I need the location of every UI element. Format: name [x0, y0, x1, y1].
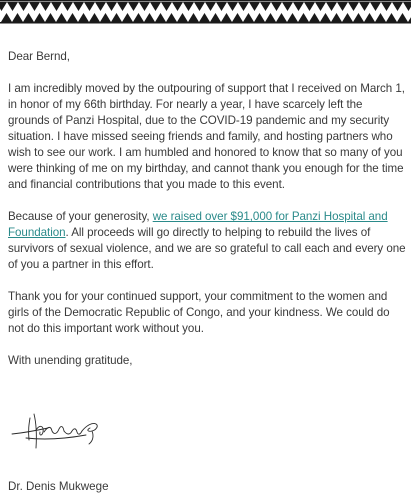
band-triangle-down	[62, 2, 73, 11]
band-triangle-down	[315, 2, 326, 11]
band-triangle-up	[232, 13, 243, 22]
band-triangle-down	[128, 2, 139, 11]
band-top-rule	[0, 0, 411, 2]
band-triangle-down	[227, 2, 238, 11]
band-triangle-up	[133, 13, 144, 22]
band-triangle-down	[7, 2, 18, 11]
band-triangle-down	[172, 2, 183, 11]
band-triangle-down	[403, 2, 411, 11]
handwritten-signature	[4, 404, 114, 456]
band-triangle-down	[84, 2, 95, 11]
band-triangle-down	[29, 2, 40, 11]
paragraph-generosity-rest: . All proceeds will go directly to helping to rebuild the lives of survivors of sexual violence, and we are so grateful to call each and every one of you a partner in this effort.	[8, 226, 406, 271]
band-triangle-down	[216, 2, 227, 11]
band-triangle-up	[100, 13, 111, 22]
paragraph-generosity-intro: Because of your generosity,	[8, 210, 153, 223]
band-triangle-up	[122, 13, 133, 22]
band-triangle-down	[348, 2, 359, 11]
band-triangle-up	[188, 13, 199, 22]
band-triangle-down	[238, 2, 249, 11]
band-triangle-up	[45, 13, 56, 22]
band-triangle-down	[271, 2, 282, 11]
band-triangle-up	[1, 13, 12, 22]
band-triangle-up	[144, 13, 155, 22]
band-triangle-down	[18, 2, 29, 11]
band-triangle-up	[199, 13, 210, 22]
band-triangle-up	[375, 13, 386, 22]
band-triangle-down	[95, 2, 106, 11]
band-triangle-up	[221, 13, 232, 22]
band-triangle-down	[293, 2, 304, 11]
band-triangle-up	[364, 13, 375, 22]
zigzag-pattern-graphic	[0, 0, 411, 30]
band-triangle-down	[282, 2, 293, 11]
band-triangle-up	[397, 13, 408, 22]
band-triangle-down	[249, 2, 260, 11]
band-triangle-down	[337, 2, 348, 11]
paragraph-continued-support: Thank you for your continued support, your commitment to the women and girls of the Democratic Republic of Congo, and your kindness. We could do not do this important work without you.	[8, 290, 390, 335]
paragraph-generosity	[8, 209, 406, 273]
band-triangle-up	[287, 13, 298, 22]
band-triangle-down	[183, 2, 194, 11]
band-triangle-up	[353, 13, 364, 22]
band-triangle-up	[210, 13, 221, 22]
band-triangle-up	[243, 13, 254, 22]
band-triangle-up	[177, 13, 188, 22]
band-triangle-up	[298, 13, 309, 22]
band-triangle-up	[89, 13, 100, 22]
band-triangle-up	[342, 13, 353, 22]
band-triangle-up	[67, 13, 78, 22]
band-triangle-down	[205, 2, 216, 11]
band-triangle-down	[304, 2, 315, 11]
band-triangle-down	[73, 2, 84, 11]
band-bottom-rule	[0, 22, 411, 24]
band-triangle-down	[51, 2, 62, 11]
band-triangle-up	[155, 13, 166, 22]
band-triangle-up	[276, 13, 287, 22]
band-triangle-up	[12, 13, 23, 22]
band-triangle-up	[166, 13, 177, 22]
band-triangle-down	[392, 2, 403, 11]
signer-name: Dr. Denis Mukwege	[8, 480, 109, 493]
band-triangle-down	[381, 2, 392, 11]
band-triangle-up	[56, 13, 67, 22]
band-triangle-down	[40, 2, 51, 11]
fundraising-result-link[interactable]: we raised over $91,000 for Panzi Hospital and Foundation	[8, 210, 388, 239]
band-triangle-down	[106, 2, 117, 11]
band-triangle-up	[34, 13, 45, 22]
band-triangle-down	[0, 2, 7, 11]
band-triangle-up	[23, 13, 34, 22]
band-triangle-down	[117, 2, 128, 11]
band-triangle-up	[78, 13, 89, 22]
band-triangle-down	[161, 2, 172, 11]
decorative-border-band	[0, 0, 411, 30]
band-triangle-up	[309, 13, 320, 22]
band-triangle-down	[370, 2, 381, 11]
band-triangle-down	[194, 2, 205, 11]
band-triangle-down	[150, 2, 161, 11]
band-triangle-down	[139, 2, 150, 11]
band-triangle-up	[111, 13, 122, 22]
band-triangle-up	[320, 13, 331, 22]
band-triangle-down	[326, 2, 337, 11]
band-triangle-down	[260, 2, 271, 11]
band-triangle-up	[331, 13, 342, 22]
band-triangle-up	[265, 13, 276, 22]
letter-body	[8, 49, 406, 385]
band-triangle-up	[386, 13, 397, 22]
paragraph-birthday-thanks: I am incredibly moved by the outpouring of support that I received on March 1, in honor of my 66th birthday. For nearly a year, I have scarcely left the grounds of Panzi Hospital, due to the COVID-19 pandemic and my security situation. I have missed seeing friends and family, and hosting partners who wish to see our work. I am humbled and honored to know that so many of you were thinking of me on my birthday, and cannot thank you enough for the time and financial contributions that you made to this event.	[8, 82, 405, 191]
closing-line: With unending gratitude,	[8, 354, 133, 367]
band-triangle-up	[254, 13, 265, 22]
salutation: Dear Bernd,	[8, 50, 70, 63]
band-triangle-down	[359, 2, 370, 11]
